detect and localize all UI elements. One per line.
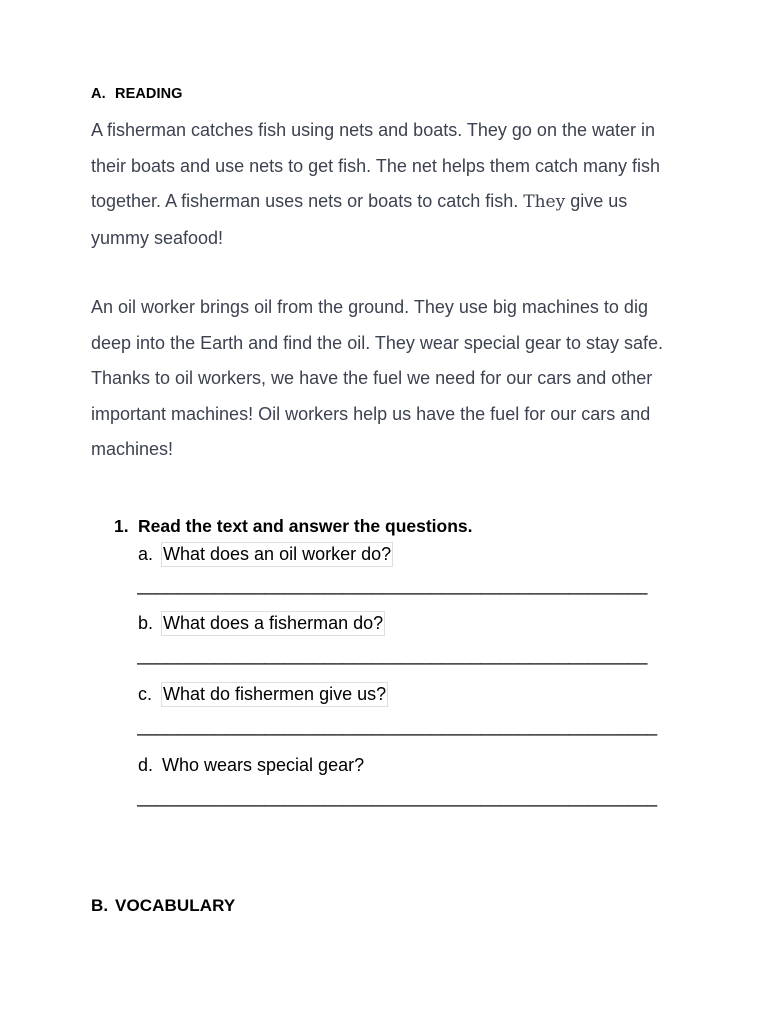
question-b-letter: b. — [138, 613, 154, 633]
question-b — [138, 611, 385, 636]
task-1-instruction: Read the text and answer the questions. — [138, 516, 473, 536]
task-1-number: 1. — [114, 516, 129, 536]
question-c — [138, 682, 388, 707]
section-b-marker: B. — [91, 896, 109, 915]
paragraph1-serif-word: They — [523, 192, 566, 213]
answer-line-d[interactable]: _____________________________________________________ — [137, 787, 657, 807]
answer-line-a[interactable]: ____________________________________________________ — [137, 575, 648, 595]
paragraph1-text-end: give us yummy seafood! — [91, 191, 628, 248]
answer-line-c[interactable]: _____________________________________________________ — [137, 716, 657, 736]
task-1-heading — [114, 516, 473, 537]
question-a-text[interactable]: What does an oil worker do? — [161, 542, 393, 567]
reading-paragraph-oil-worker: An oil worker brings oil from the ground. They use big machines to dig deep into the Earth and find the oil. They wear special gear to stay safe. Thanks to oil workers, we have the fuel we need for our cars and other important machines! Oil workers help us have the fuel for our cars and machines! — [91, 297, 664, 460]
section-a-title: READING — [115, 86, 183, 102]
question-a-letter: a. — [138, 544, 154, 564]
section-b-heading — [91, 896, 235, 916]
question-d-letter: d. — [138, 755, 154, 775]
section-b-title: VOCABULARY — [115, 896, 236, 915]
question-b-text[interactable]: What does a fisherman do? — [161, 611, 385, 636]
paragraph1-text-start: A fisherman catches fish using nets and boats. They go on the water in their boats and use nets to get fish. The net helps them catch many fish together. A fisherman uses nets or boats to catch fish. — [91, 120, 660, 212]
question-a — [138, 542, 393, 567]
question-c-letter: c. — [138, 684, 153, 704]
question-d-text: Who wears special gear? — [162, 755, 365, 775]
section-a-heading — [91, 86, 183, 102]
reading-paragraph-fisherman — [91, 113, 683, 256]
question-c-text[interactable]: What do fishermen give us? — [161, 682, 388, 707]
question-d — [138, 754, 365, 777]
answer-line-b[interactable]: ____________________________________________________ — [137, 645, 648, 665]
section-a-marker: A. — [91, 86, 106, 102]
